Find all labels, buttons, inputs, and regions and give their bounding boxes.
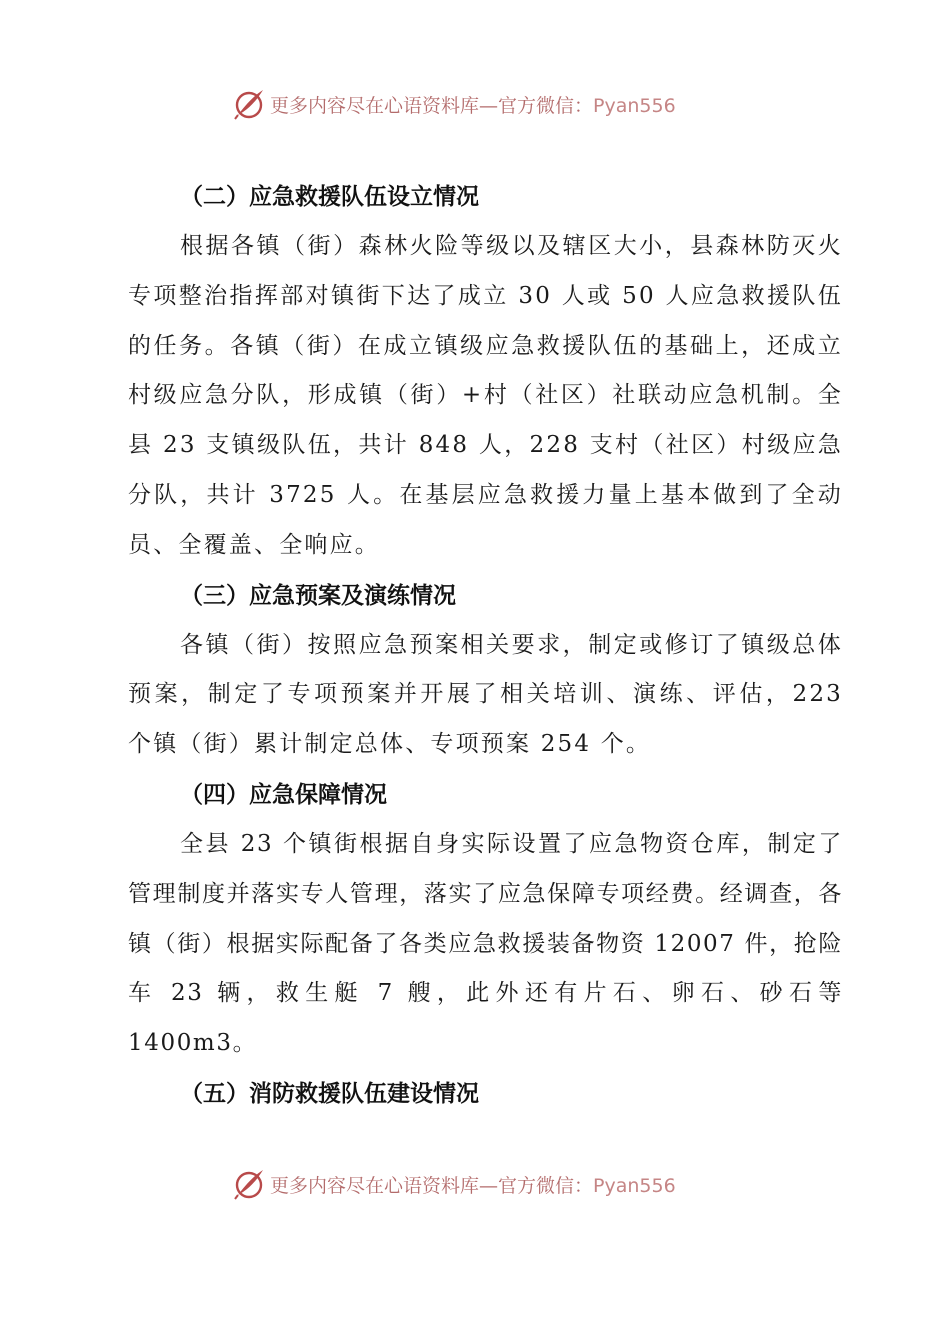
section-heading: （二）应急救援队伍设立情况 bbox=[180, 184, 479, 210]
footer-banner-text bbox=[270, 1171, 676, 1198]
header-banner-label: 更多内容尽在心语资料库—官方微信： bbox=[270, 94, 594, 117]
footer-banner bbox=[232, 1164, 676, 1204]
section-heading: （五）消防救援队伍建设情况 bbox=[180, 1080, 479, 1107]
header-banner-handle: Pyan556 bbox=[593, 94, 676, 117]
section-paragraph: 各镇（街）按照应急预案相关要求，制定或修订了镇级总体预案，制定了专项预案并开展了相关培训、演练、评估，223 个镇（街）累计制定总体、专项预案 254 个。 bbox=[128, 631, 843, 758]
header-banner-text bbox=[270, 91, 676, 118]
document-body bbox=[128, 172, 843, 1119]
section-heading: （三）应急预案及演练情况 bbox=[180, 582, 456, 609]
section-paragraph: 根据各镇（街）森林火险等级以及辖区大小，县森林防灭火专项整治指挥部对镇街下达了成立 30 人或 50 人应急救援队伍的任务。各镇（街）在成立镇级应急救援队伍的基础上，还成立村级应急分队，形成镇（街）+村（社区）社联动应急机制。全县 23 支镇级队伍，共计 848 人，228 支村（社区）村级应急分队，共计 3725 人。在基层应急救援力量上基本做到了全动员、全覆盖、全响应。 bbox=[128, 233, 843, 558]
header-banner bbox=[232, 84, 676, 124]
quill-logo-icon bbox=[232, 87, 266, 121]
footer-banner-handle: Pyan556 bbox=[593, 1174, 676, 1197]
footer-banner-label: 更多内容尽在心语资料库—官方微信： bbox=[270, 1174, 594, 1197]
section-paragraph: 全县 23 个镇街根据自身实际设置了应急物资仓库，制定了管理制度并落实专人管理，落实了应急保障专项经费。经调查，各镇（街）根据实际配备了各类应急救援装备物资 12007 件，抢险车 23 辆，救生艇 7 艘，此外还有片石、卵石、砂石等 1400m3。 bbox=[128, 830, 843, 1057]
section-heading: （四）应急保障情况 bbox=[180, 781, 387, 808]
quill-logo-icon bbox=[232, 1167, 266, 1201]
